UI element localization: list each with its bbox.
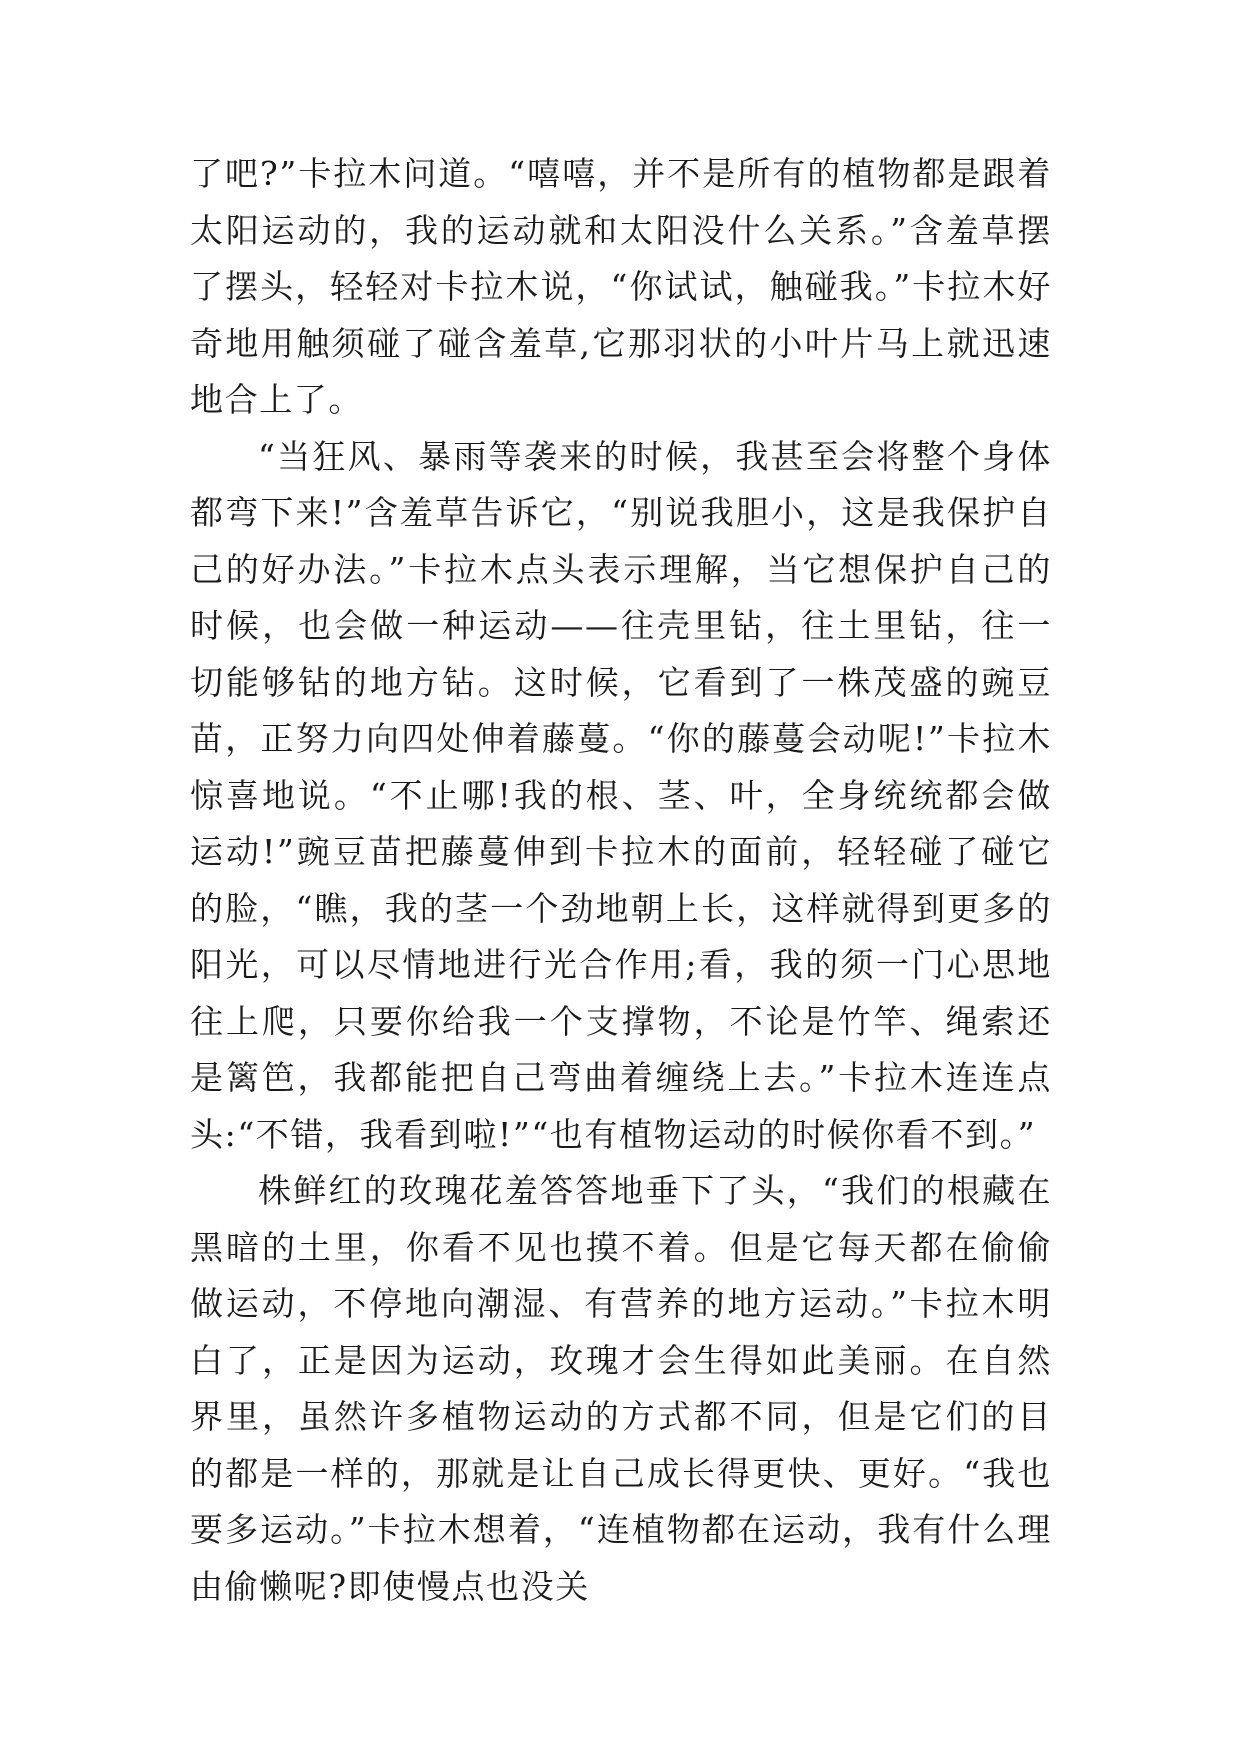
story-text-block — [190, 146, 1052, 1615]
paragraph-3: 株鲜红的玫瑰花羞答答地垂下了头，“我们的根藏在黑暗的土里，你看不见也摸不着。但是它每天都在偷偷做运动，不停地向潮湿、有营养的地方运动。”卡拉木明白了，正是因为运动，玫瑰才会生得如此美丽。在自然界里，虽然许多植物运动的方式都不同，但是它们的目的都是一样的，那就是让自己成长得更快、更好。“我也要多运动。”卡拉木想着，“连植物都在运动，我有什么理由偷懒呢?即使慢点也没关 — [190, 1171, 1052, 1606]
paragraph-1: 了吧?”卡拉木问道。“嘻嘻，并不是所有的植物都是跟着太阳运动的，我的运动就和太阳没什么关系。”含羞草摆了摆头，轻轻对卡拉木说，“你试试，触碰我。”卡拉木好奇地用触须碰了碰含羞草,它那羽状的小叶片马上就迅速地合上了。 — [190, 154, 1052, 419]
paragraph-2: “当狂风、暴雨等袭来的时候，我甚至会将整个身体都弯下来!”含羞草告诉它，“别说我胆小，这是我保护自己的好办法。”卡拉木点头表示理解，当它想保护自己的时候，也会做一种运动——往壳里钻，往土里钻，往一切能够钻的地方钻。这时候，它看到了一株茂盛的豌豆苗，正努力向四处伸着藤蔓。“你的藤蔓会动呢!”卡拉木惊喜地说。“不止哪!我的根、茎、叶，全身统统都会做运动!”豌豆苗把藤蔓伸到卡拉木的面前，轻轻碰了碰它的脸，“瞧，我的茎一个劲地朝上长，这样就得到更多的阳光，可以尽情地进行光合作用;看，我的须一门心思地往上爬，只要你给我一个支撑物，不论是竹竿、绳索还是篱笆，我都能把自己弯曲着缠绕上去。”卡拉木连连点头:“不错，我看到啦!”“也有植物运动的时候你看不到。” — [190, 436, 1052, 1154]
